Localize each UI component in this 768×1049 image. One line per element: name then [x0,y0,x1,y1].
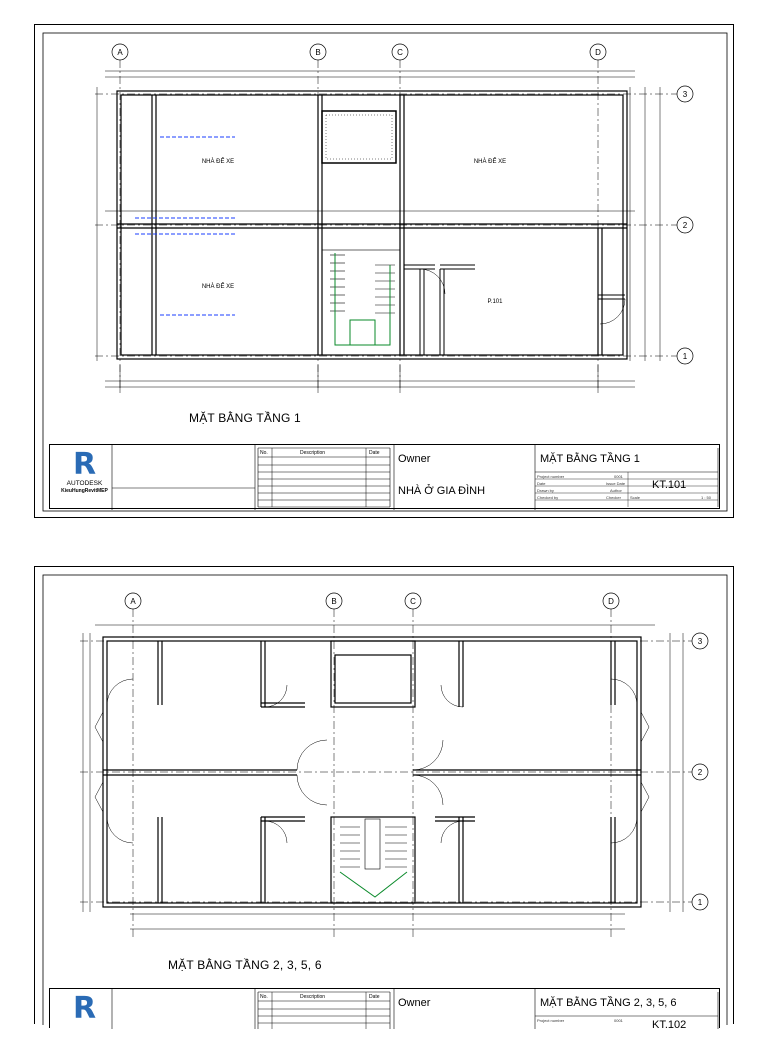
meta-checked-by: Checker [606,495,621,500]
grid-label-col-d: D [608,597,614,606]
grid-label-col-c: C [410,597,416,606]
title-block [49,444,720,509]
sheet-number: KT.102 [652,1019,687,1031]
grid-label-row-3: 3 [697,637,703,646]
plan-title: MẶT BẰNG TẦNG 2, 3, 5, 6 [168,958,322,972]
grid-label-col-a: A [130,597,136,606]
revit-r-icon: R [72,447,97,482]
grid-label-row-3: 3 [682,90,688,99]
room-label-parking-3: NHÀ ĐỂ XE [201,284,235,290]
sheet-title: MẶT BẰNG TẦNG 2, 3, 5, 6 [540,997,677,1009]
meta-drawn-by: Author [610,488,622,493]
grid-label-col-c: C [397,48,403,57]
rev-header-desc: Description [300,450,326,456]
revit-r-icon: R [72,991,97,1026]
grid-label-row-2: 2 [697,768,703,777]
meta-project-number: 0001 [614,474,623,479]
meta-scale-label: Scale [630,495,641,500]
floor-plan-2 [35,567,735,1025]
meta-project-number-label: Project number [537,474,565,479]
rev-header-desc: Description [300,994,326,1000]
sheet-title: MẶT BẰNG TẦNG 1 [540,453,640,465]
meta-project-number-label: Project number [537,1018,565,1023]
grid-label-row-2: 2 [682,221,688,230]
grid-label-col-d: D [595,48,601,57]
meta-scale: 1 : 50 [701,495,712,500]
plan-title: MẶT BẰNG TẦNG 1 [189,411,301,425]
meta-project-number: 0001 [614,1018,623,1023]
grid-label-row-1: 1 [697,898,703,907]
rev-header-date: Date [369,994,380,1000]
owner-label: Owner [398,997,431,1009]
owner-label: Owner [398,453,431,465]
meta-checked-by-label: Checked by [537,495,559,500]
grid-label-row-1: 1 [682,352,688,361]
room-label-parking-2: NHÀ ĐỂ XE [473,159,507,165]
grid-label-col-a: A [117,48,123,57]
grid-bubbles-columns [112,44,693,364]
rev-header-no: No. [260,994,268,1000]
rev-header-date: Date [369,450,380,456]
rev-header-no: No. [260,450,268,456]
drawing-sheet-2 [34,566,734,1031]
meta-date-label: Date [537,481,546,486]
project-name: NHÀ Ở GIA ĐÌNH [398,485,486,497]
room-label-parking-1: NHÀ ĐỂ XE [201,159,235,165]
sheet-number: KT.101 [652,479,687,491]
title-block [49,988,720,1031]
room-label-p101: P.101 [487,299,503,305]
meta-date: Issue Date [606,481,626,486]
logo-sub: KieuHungRevitMEP [61,488,108,494]
logo-brand: AUTODESK [66,480,103,487]
grid-label-col-b: B [331,597,337,606]
grid-label-col-b: B [315,48,321,57]
meta-drawn-by-label: Drawn by [537,488,554,493]
drawing-sheet-1 [34,24,734,518]
